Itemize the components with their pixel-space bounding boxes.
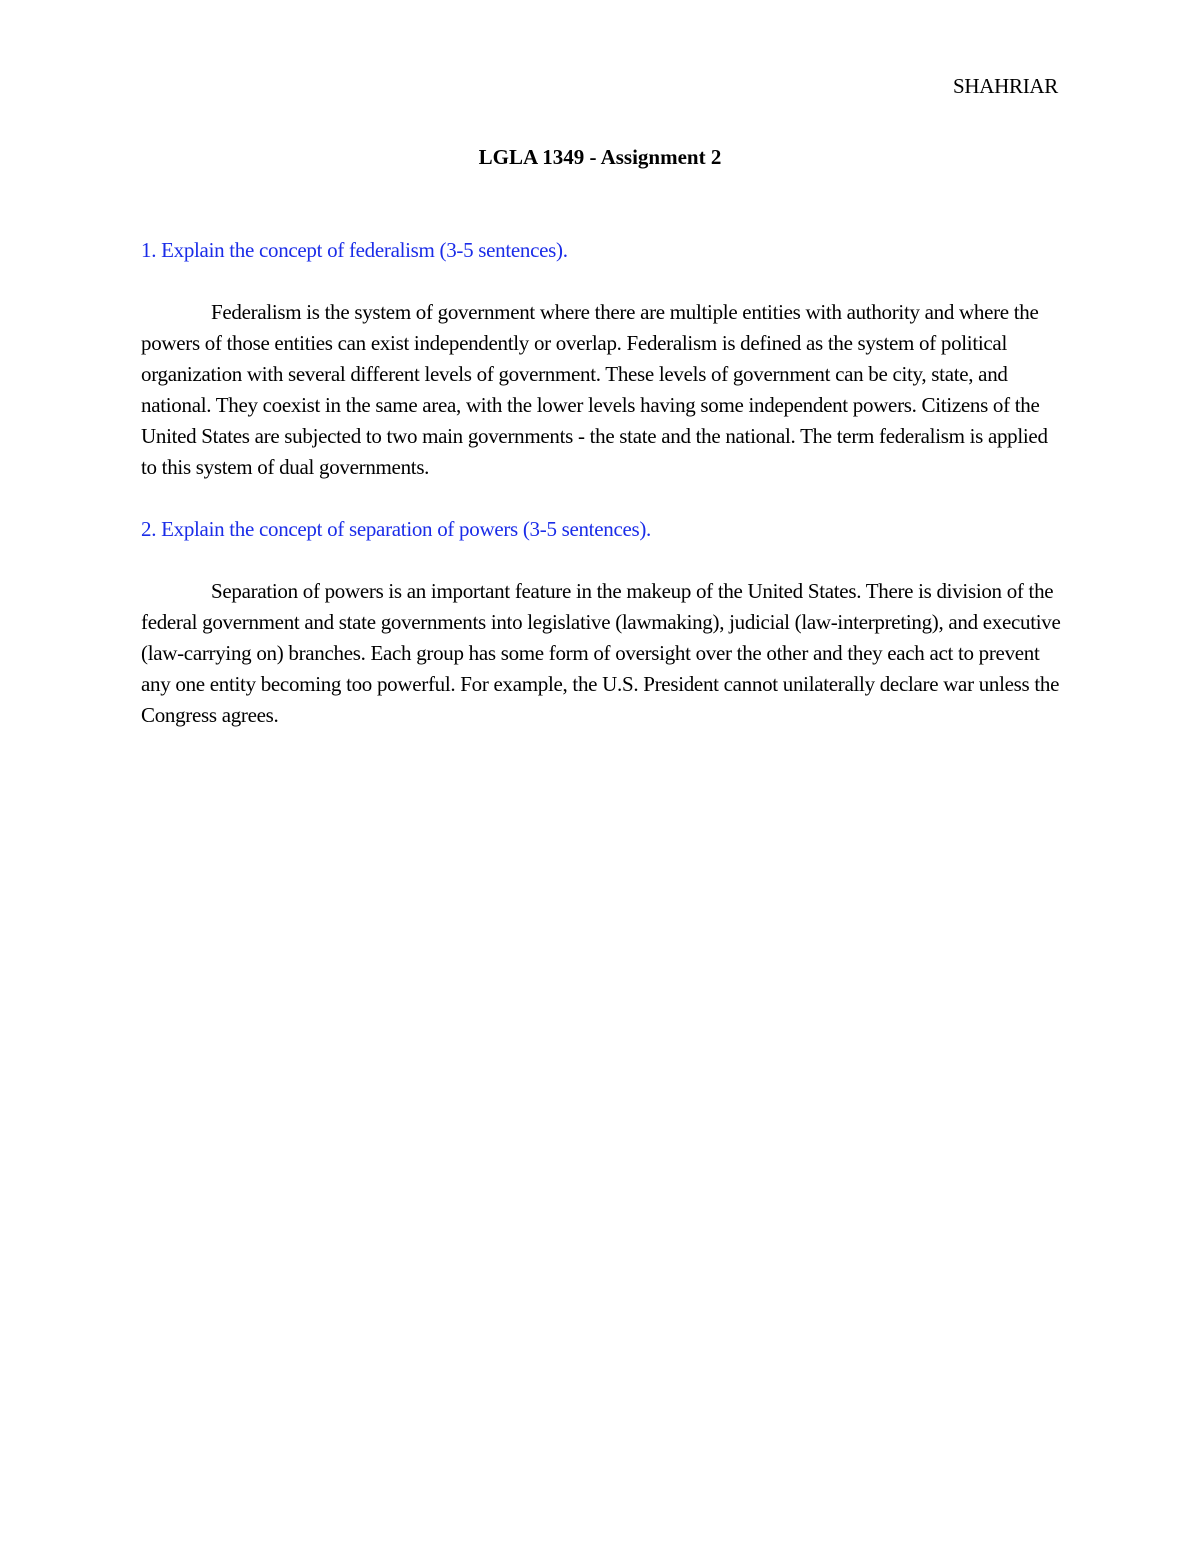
- document-title: LGLA 1349 - Assignment 2: [478, 145, 722, 169]
- answer-2: Separation of powers is an important feature in the makeup of the United States. There is division of the federal government and state governments into legislative (lawmaking), judicial (law-interpreting), and executive (law-carrying on) branches. Each group has some form of oversight over the other and they each act to prevent any one entity becoming too powerful. For example, the U.S. President cannot unilaterally declare war unless the Congress agrees.: [141, 579, 1061, 727]
- question-1: 1. Explain the concept of federalism (3-5 sentences).: [141, 238, 568, 262]
- author-header: SHAHRIAR: [953, 74, 1058, 98]
- answer-1: Federalism is the system of government where there are multiple entities with authority and where the powers of those entities can exist independently or overlap. Federalism is defined as the system of political organization with several different levels of government. These levels of government can be city, state, and national. They coexist in the same area, with the lower levels having some independent powers. Citizens of the United States are subjected to two main governments - the state and the national. The term federalism is applied to this system of dual governments.: [141, 300, 1048, 479]
- question-2: 2. Explain the concept of separation of powers (3-5 sentences).: [141, 517, 651, 541]
- document-body: [141, 235, 1061, 762]
